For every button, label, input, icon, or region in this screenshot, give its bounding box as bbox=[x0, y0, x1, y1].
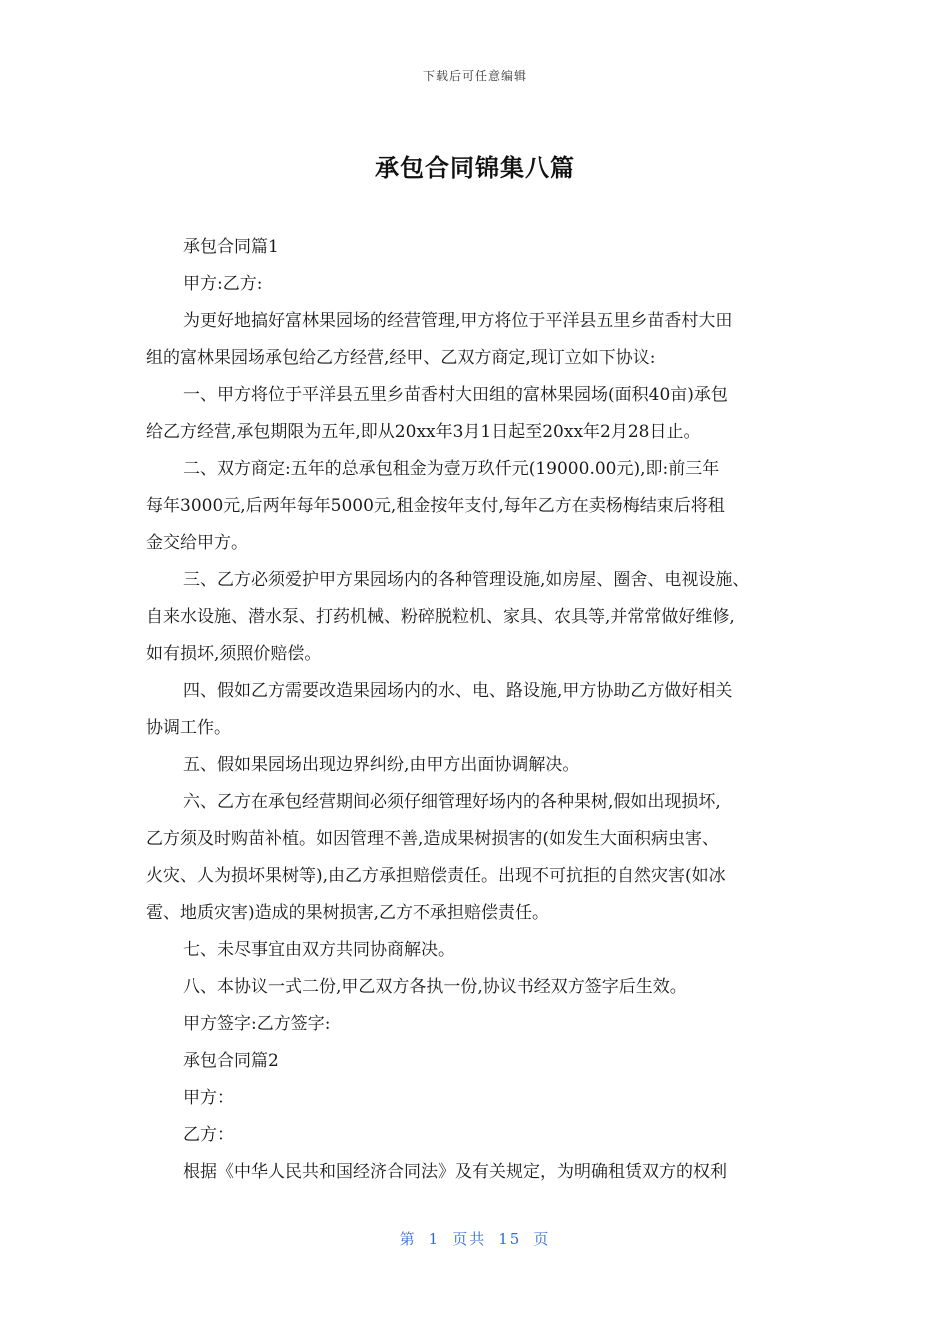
text-line: 承包合同篇2 bbox=[183, 1051, 279, 1071]
text-line: 四、假如乙方需要改造果园场内的水、电、路设施,甲方协助乙方做好相关 bbox=[183, 681, 733, 701]
text-line: 金交给甲方。 bbox=[146, 533, 248, 553]
text-line: 七、未尽事宜由双方共同协商解决。 bbox=[183, 940, 455, 960]
text-line: 甲方签字:乙方签字: bbox=[183, 1014, 331, 1034]
text-line: 协调工作。 bbox=[146, 718, 231, 738]
text-line: 乙方： bbox=[183, 1125, 234, 1145]
text-line: 给乙方经营,承包期限为五年,即从20xx年3月1日起至20xx年2月28日止。 bbox=[146, 422, 701, 442]
text-line: 根据《中华人民共和国经济合同法》及有关规定，为明确租赁双方的权利 bbox=[183, 1162, 727, 1182]
text-line: 一、甲方将位于平洋县五里乡苗香村大田组的富林果园场(面积40亩)承包 bbox=[183, 385, 728, 405]
footer-page-number: 1 bbox=[428, 1230, 441, 1248]
text-line: 乙方须及时购苗补植。如因管理不善,造成果树损害的(如发生大面积病虫害、 bbox=[146, 829, 720, 849]
text-line: 二、双方商定:五年的总承包租金为壹万玖仟元(19000.00元),即:前三年 bbox=[183, 459, 720, 479]
footer-total-pages: 15 bbox=[498, 1230, 522, 1248]
text-line: 为更好地搞好富林果园场的经营管理,甲方将位于平洋县五里乡苗香村大田 bbox=[183, 311, 733, 331]
text-line: 如有损坏,须照价赔偿。 bbox=[146, 644, 322, 664]
text-line: 三、乙方必须爱护甲方果园场内的各种管理设施,如房屋、圈舍、电视设施、 bbox=[183, 570, 750, 590]
text-line: 组的富林果园场承包给乙方经营,经甲、乙双方商定,现订立如下协议: bbox=[146, 348, 656, 368]
text-line: 五、假如果园场出现边界纠纷,由甲方出面协调解决。 bbox=[183, 755, 580, 775]
document-body bbox=[146, 229, 816, 1191]
text-line: 甲方:乙方: bbox=[183, 274, 263, 294]
footer-page-mid: 页共 bbox=[452, 1230, 487, 1248]
text-line: 自来水设施、潜水泵、打药机械、粉碎脱粒机、家具、农具等,并常常做好维修, bbox=[146, 607, 735, 627]
text-line: 八、本协议一式二份,甲乙双方各执一份,协议书经双方签字后生效。 bbox=[183, 977, 687, 997]
page-footer bbox=[0, 1228, 950, 1249]
footer-page-label: 第 bbox=[399, 1230, 417, 1248]
header-note: 下载后可任意编辑 bbox=[422, 69, 527, 83]
document-title: 承包合同锦集八篇 bbox=[375, 154, 575, 182]
text-line: 承包合同篇1 bbox=[183, 237, 279, 257]
footer-page-end: 页 bbox=[533, 1230, 551, 1248]
text-line: 雹、地质灾害)造成的果树损害,乙方不承担赔偿责任。 bbox=[146, 903, 550, 923]
text-line: 每年3000元,后两年每年5000元,租金按年支付,每年乙方在卖杨梅结束后将租 bbox=[146, 496, 725, 516]
text-line: 六、乙方在承包经营期间必须仔细管理好场内的各种果树,假如出现损坏, bbox=[183, 792, 721, 812]
text-line: 火灾、人为损坏果树等),由乙方承担赔偿责任。出现不可抗拒的自然灾害(如冰 bbox=[146, 866, 726, 886]
text-line: 甲方： bbox=[183, 1088, 234, 1108]
